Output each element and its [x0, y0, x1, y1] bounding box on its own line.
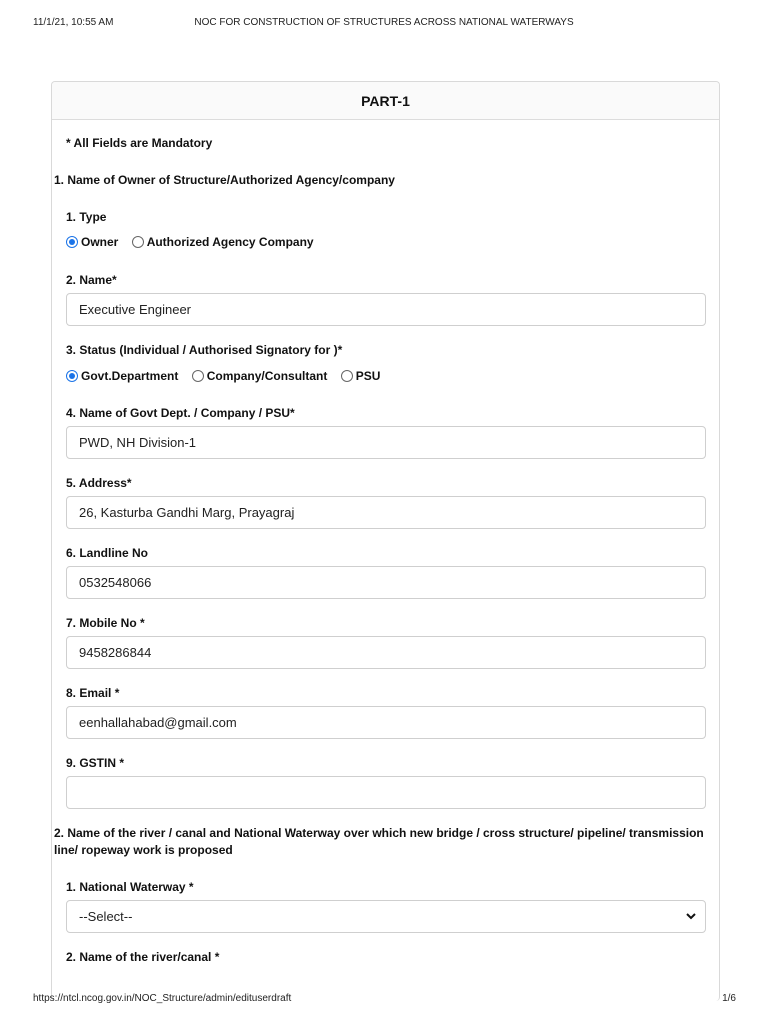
dept-label: 4. Name of Govt Dept. / Company / PSU*	[66, 406, 295, 420]
print-timestamp: 11/1/21, 10:55 AM	[33, 17, 114, 28]
gstin-label: 9. GSTIN *	[66, 756, 125, 770]
email-label: 8. Email *	[66, 686, 120, 700]
email-input[interactable]: eenhallahabad@gmail.com	[66, 706, 706, 739]
status-label: 3. Status (Individual / Authorised Signatory for )*	[66, 343, 343, 357]
section-2-title-line-1: 2. Name of the river / canal and National Waterway over which new bridge / cross structure/ pipeline/ transmission	[54, 826, 704, 840]
name-input[interactable]: Executive Engineer	[66, 293, 706, 326]
radio-selected-icon[interactable]	[66, 236, 78, 248]
print-title: NOC FOR CONSTRUCTION OF STRUCTURES ACROSS NATIONAL WATERWAYS	[194, 17, 574, 28]
print-url: https://ntcl.ncog.gov.in/NOC_Structure/admin/edituserdraft	[33, 993, 292, 1004]
type-option-owner[interactable]: Owner	[66, 235, 118, 249]
part-title: PART-1	[52, 82, 719, 120]
waterway-selected-value: --Select--	[79, 909, 133, 924]
radio-icon[interactable]	[341, 370, 353, 382]
mobile-input[interactable]: 9458286844	[66, 636, 706, 669]
section-2-title-line-2: line/ ropeway work is proposed	[54, 843, 233, 857]
river-label: 2. Name of the river/canal *	[66, 950, 220, 964]
name-label: 2. Name*	[66, 273, 117, 287]
status-radio-group	[66, 369, 390, 383]
radio-selected-icon[interactable]	[66, 370, 78, 382]
status-option-company[interactable]: Company/Consultant	[192, 369, 328, 383]
print-header	[0, 17, 768, 31]
address-label: 5. Address*	[66, 476, 132, 490]
print-page-number: 1/6	[722, 993, 736, 1004]
waterway-label: 1. National Waterway *	[66, 880, 194, 894]
type-label: 1. Type	[66, 210, 107, 224]
type-option-agency[interactable]: Authorized Agency Company	[132, 235, 314, 249]
mandatory-note: * All Fields are Mandatory	[66, 136, 213, 150]
address-input[interactable]: 26, Kasturba Gandhi Marg, Prayagraj	[66, 496, 706, 529]
radio-icon[interactable]	[132, 236, 144, 248]
form-card	[51, 81, 720, 1001]
landline-label: 6. Landline No	[66, 546, 149, 560]
section-1-title: 1. Name of Owner of Structure/Authorized Agency/company	[54, 173, 395, 187]
chevron-down-icon	[685, 901, 697, 945]
radio-icon[interactable]	[192, 370, 204, 382]
status-option-psu[interactable]: PSU	[341, 369, 381, 383]
mobile-label: 7. Mobile No *	[66, 616, 145, 630]
gstin-input[interactable]	[66, 776, 706, 809]
dept-input[interactable]: PWD, NH Division-1	[66, 426, 706, 459]
status-option-govt[interactable]: Govt.Department	[66, 369, 178, 383]
type-radio-group	[66, 235, 324, 249]
print-footer	[0, 993, 768, 1007]
waterway-select[interactable]	[66, 900, 706, 933]
landline-input[interactable]: 0532548066	[66, 566, 706, 599]
